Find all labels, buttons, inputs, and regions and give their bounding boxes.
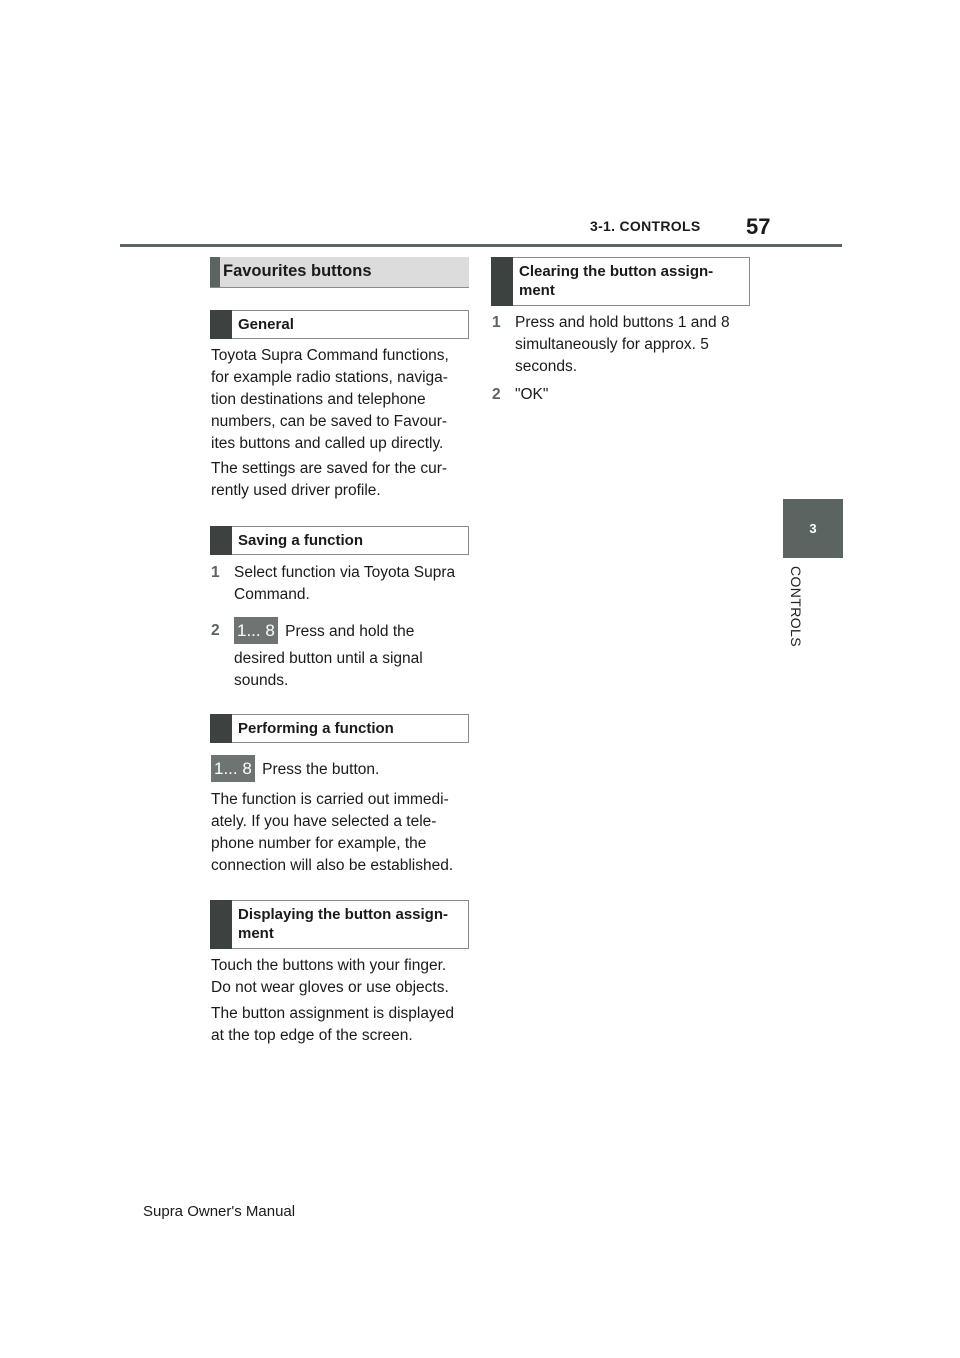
text-line: Press the button.: [262, 761, 380, 778]
chapter-vertical-label: [786, 566, 806, 706]
heading-line: ment: [238, 925, 274, 942]
heading-bar: [210, 714, 232, 743]
performing-action: [211, 755, 476, 785]
heading-bar: [491, 257, 513, 306]
general-paragraph-1: [211, 345, 476, 455]
saving-heading: [210, 526, 469, 555]
performing-heading: [210, 714, 469, 743]
text-line: The button assignment is displayed: [211, 1005, 454, 1022]
text-line: "OK": [515, 386, 549, 403]
text-line: for example radio stations, naviga-: [211, 369, 448, 386]
heading-line: Clearing the button assign-: [519, 263, 714, 280]
displaying-heading: [210, 900, 469, 949]
heading-line: ment: [519, 282, 555, 299]
clearing-heading-text: [519, 262, 743, 300]
chapter-label: CONTROLS: [788, 566, 804, 647]
text-line: ately. If you have selected a tele-: [211, 813, 437, 830]
favourite-button-key: 1... 8: [234, 617, 278, 644]
text-line: The settings are saved for the cur-: [211, 460, 448, 477]
heading-bar: [210, 526, 232, 555]
text-line: seconds.: [515, 358, 578, 375]
saving-step-1: [211, 562, 476, 608]
text-line: tion destinations and telephone: [211, 391, 426, 408]
chapter-tab: [783, 499, 843, 558]
text-line: Press and hold the: [285, 623, 415, 640]
text-line: phone number for example, the: [211, 835, 427, 852]
text-line: Select function via Toyota Supra: [234, 564, 456, 581]
heading-bar: [210, 900, 232, 949]
page-number: 57: [746, 214, 771, 239]
general-paragraph-2: [211, 458, 476, 502]
displaying-paragraph-1: [211, 955, 476, 999]
step-number: 1: [492, 314, 501, 331]
clearing-step-2: [492, 384, 757, 408]
text-line: desired button until a signal: [234, 650, 423, 667]
text-line: connection will also be established.: [211, 857, 454, 874]
performing-heading-text: Performing a function: [238, 720, 394, 737]
section-label: 3-1. CONTROLS: [590, 218, 701, 234]
heading-line: Displaying the button assign-: [238, 906, 449, 923]
header-rule: [120, 244, 842, 247]
text-line: sounds.: [234, 672, 289, 689]
text-line: Do not wear gloves or use objects.: [211, 979, 449, 996]
general-heading-text: General: [238, 316, 294, 333]
step-number: 2: [492, 386, 501, 403]
saving-heading-text: Saving a function: [238, 532, 364, 549]
favourite-button-key: 1... 8: [211, 755, 255, 782]
favourites-heading: [210, 257, 469, 288]
displaying-paragraph-2: [211, 1003, 476, 1047]
saving-step-2: [211, 617, 476, 689]
text-line: Command.: [234, 586, 310, 603]
text-line: numbers, can be saved to Favour-: [211, 413, 448, 430]
favourites-heading-text: Favourites buttons: [223, 262, 372, 280]
heading-bar: [210, 310, 232, 339]
text-line: simultaneously for approx. 5: [515, 336, 709, 353]
text-line: at the top edge of the screen.: [211, 1027, 413, 1044]
clearing-step-1: [492, 312, 757, 380]
text-line: Press and hold buttons 1 and 8: [515, 314, 730, 331]
step-number: 1: [211, 564, 220, 581]
text-line: The function is carried out immedi-: [211, 791, 449, 808]
text-line: rently used driver profile.: [211, 482, 381, 499]
performing-paragraph: [211, 789, 476, 877]
chapter-number: 3: [809, 521, 817, 536]
text-line: ites buttons and called up directly.: [211, 435, 444, 452]
displaying-heading-text: [238, 905, 462, 943]
text-line: Touch the buttons with your finger.: [211, 957, 447, 974]
step-number: 2: [211, 622, 220, 639]
heading-bar: [210, 257, 220, 287]
footer-manual-title: Supra Owner's Manual: [143, 1203, 296, 1220]
clearing-heading: [491, 257, 750, 306]
text-line: Toyota Supra Command functions,: [211, 347, 449, 364]
general-heading: [210, 310, 469, 339]
